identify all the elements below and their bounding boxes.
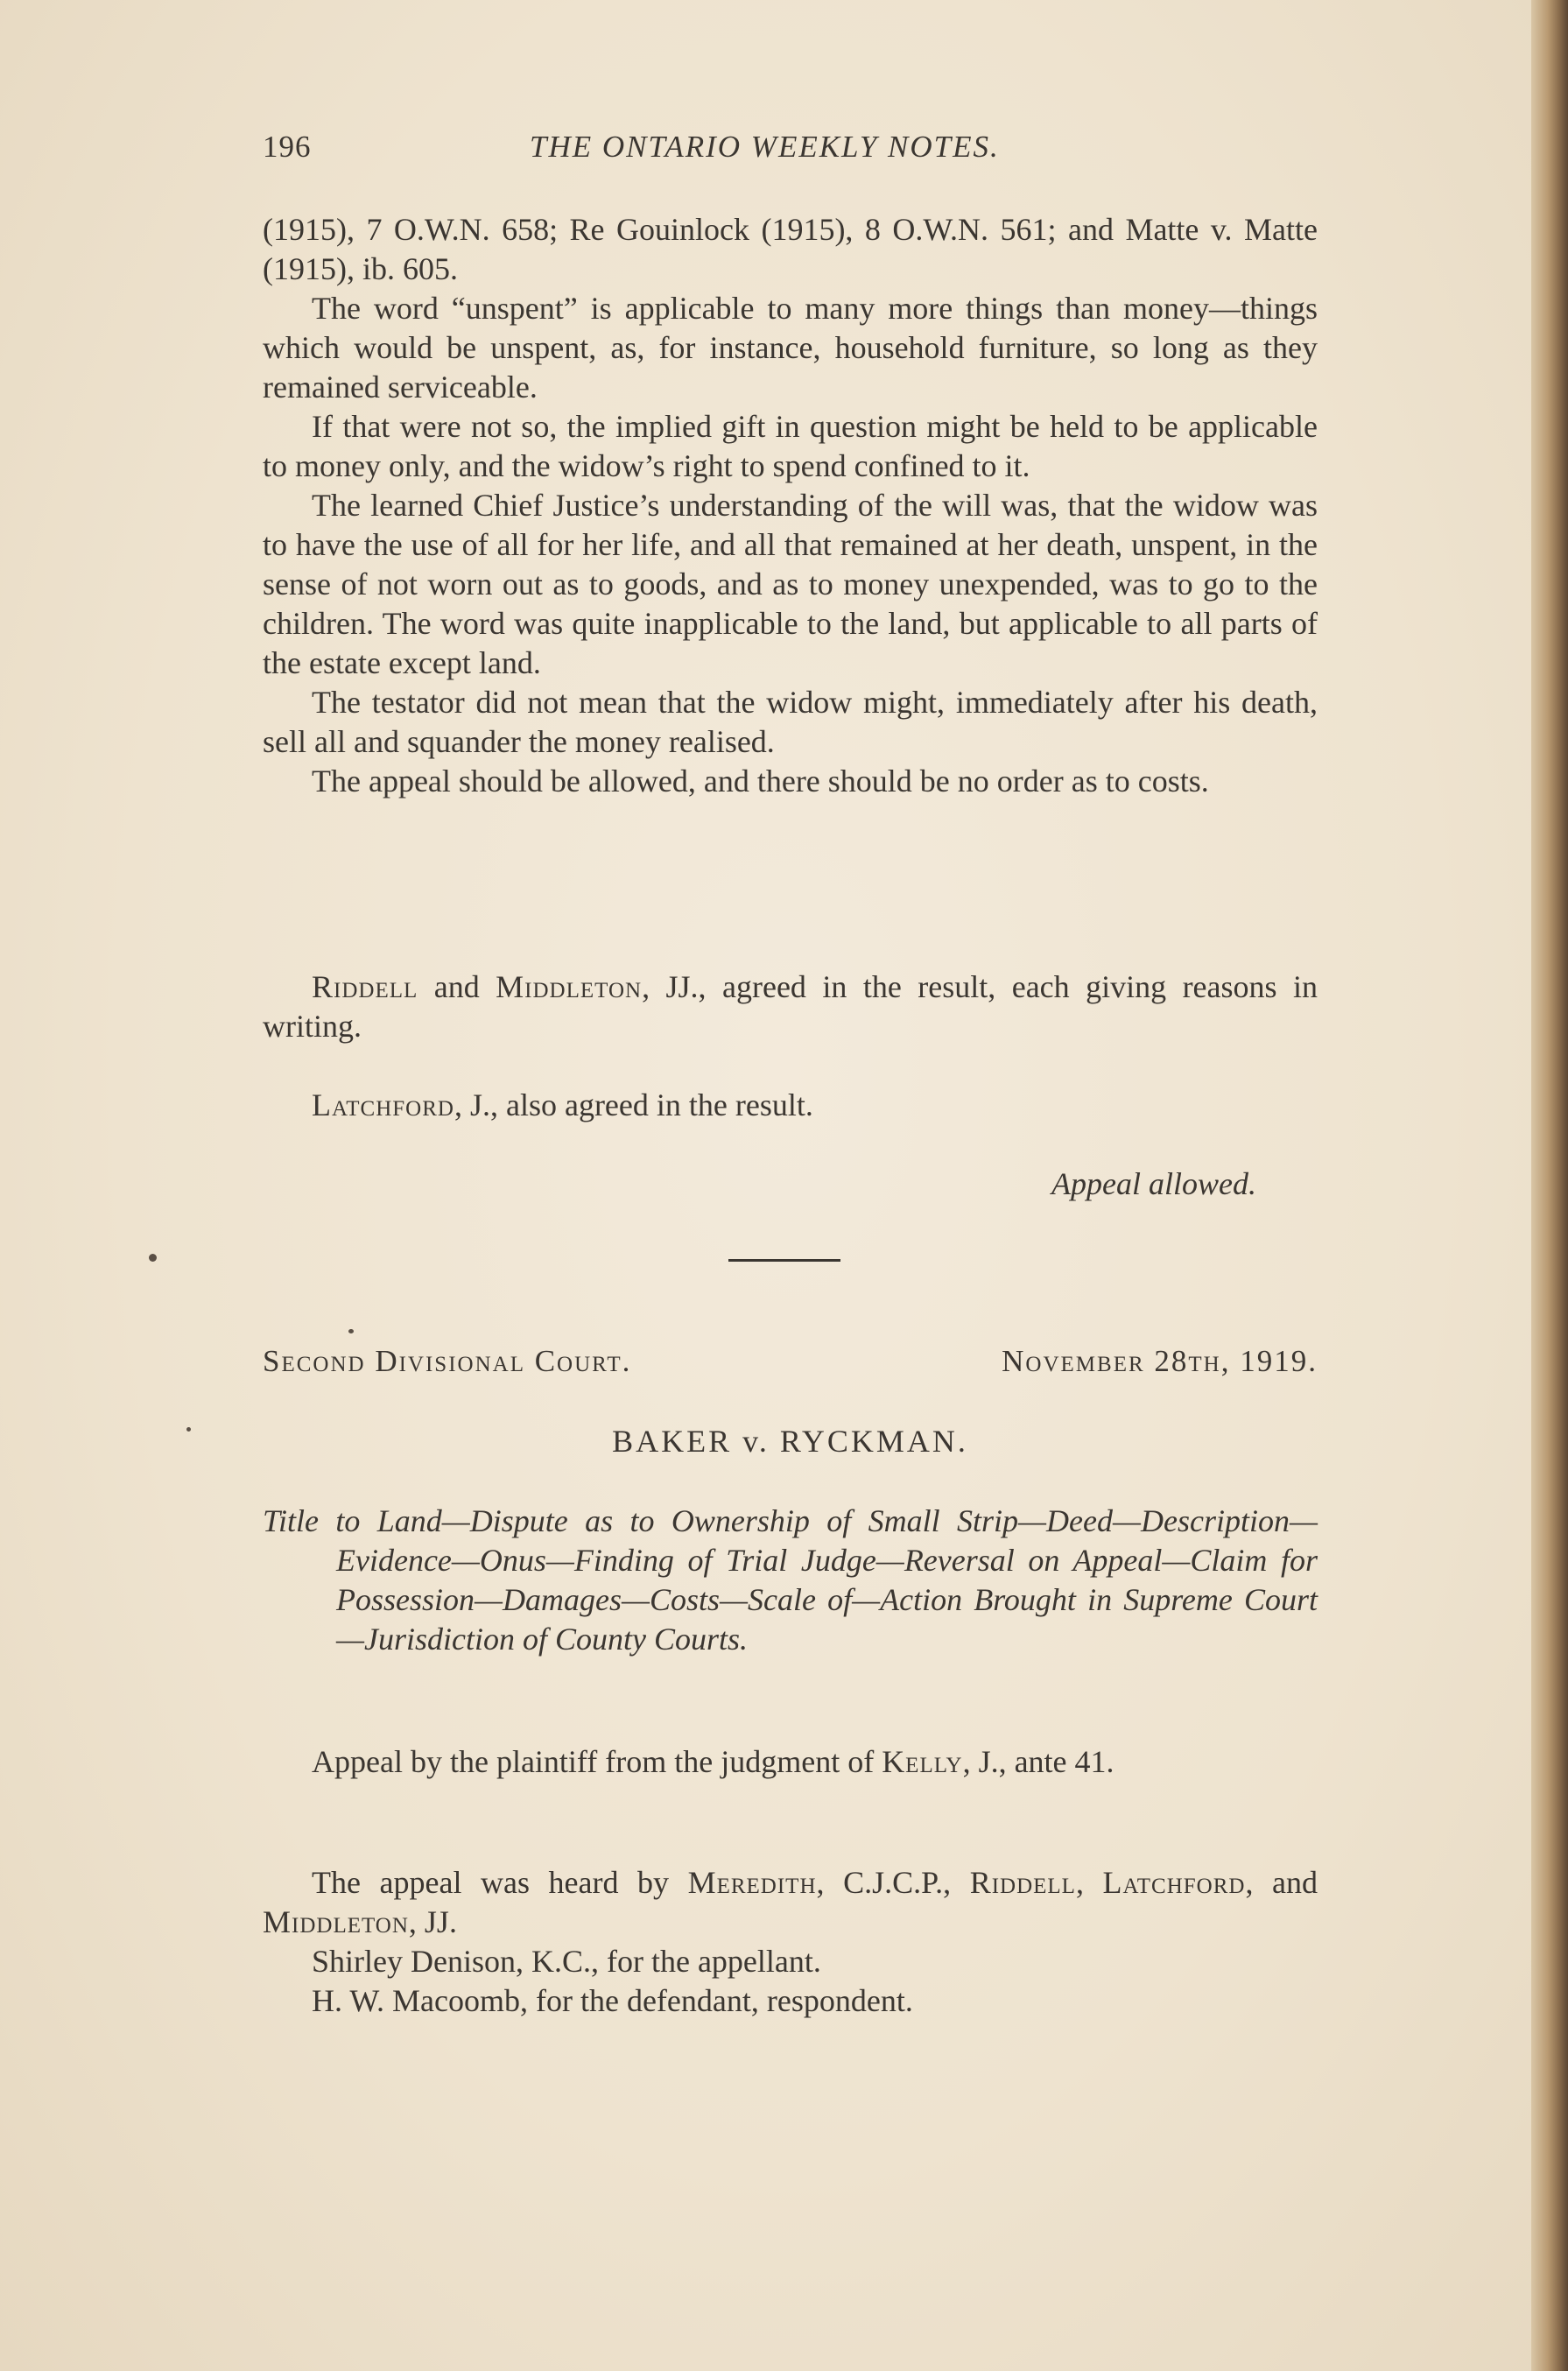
paragraph bbox=[263, 1742, 1318, 1782]
page-header bbox=[263, 130, 1322, 173]
text-fragment: , and bbox=[1245, 1865, 1318, 1900]
paragraph: The learned Chief Justice’s understanding of the will was, that the widow was to have the use of all for her life, and all that remained at her death, unspent, in the sense of not worn out as to goods, and as to money unexpended, was to go to the children. The word was quite inapplicable to the land, but applicable to all parts of the estate except land. bbox=[263, 488, 1318, 680]
text-fragment: , J., also agreed in the result. bbox=[454, 1087, 813, 1122]
text-fragment: , JJ. bbox=[408, 1904, 457, 1939]
paragraph: The appeal should be allowed, and there should be no order as to costs. bbox=[312, 763, 1209, 799]
judge-name: Meredith bbox=[687, 1865, 817, 1900]
paragraph: If that were not so, the implied gift in question might be held to be applicable to money only, and the widow’s right to spend confined to it. bbox=[263, 409, 1318, 483]
ink-speck bbox=[149, 1254, 157, 1262]
judge-name: Middleton bbox=[496, 969, 643, 1004]
judge-name: Riddell bbox=[312, 969, 418, 1004]
headnote-text: Title to Land—Dispute as to Ownership of Small Strip—Deed—Description—Evidence—Onus—Finding of Trial Judge—Reversal on Appeal—Claim for Possession—Damages—Costs—Scale of—Action Brought in Supreme Court—Jurisdiction of County Courts. bbox=[263, 1503, 1318, 1657]
ink-speck bbox=[348, 1329, 354, 1333]
page-number: 196 bbox=[263, 130, 312, 164]
paragraph: (1915), 7 O.W.N. 658; Re Gouinlock (1915), 8 O.W.N. 561; and Matte v. Matte (1915), ib. 605. bbox=[263, 212, 1318, 286]
paragraph bbox=[263, 967, 1318, 1046]
appeal-statement bbox=[263, 1742, 1318, 1782]
counsel-respondent: H. W. Macoomb, for the defendant, respondent. bbox=[312, 1983, 913, 2018]
section-divider bbox=[728, 1259, 840, 1262]
paragraph bbox=[263, 1863, 1318, 1942]
judge-name: Kelly bbox=[882, 1744, 963, 1779]
ink-speck bbox=[186, 1427, 191, 1432]
concurrence-riddell-middleton bbox=[263, 967, 1318, 1046]
court-name: Second Divisional Court. bbox=[263, 1344, 632, 1378]
text-fragment: , J., ante 41. bbox=[962, 1744, 1114, 1779]
disposition-block bbox=[263, 1164, 1318, 1204]
paragraph: The word “unspent” is applicable to many more things than money—things which would be unspent, as, for instance, household furniture, so long as they remained serviceable. bbox=[263, 291, 1318, 405]
paragraph: The testator did not mean that the widow might, immediately after his death, sell all and squander the money realised. bbox=[263, 685, 1318, 759]
body-text bbox=[263, 210, 1318, 801]
hearing-and-counsel bbox=[263, 1863, 1318, 2021]
judge-name: Latchford bbox=[312, 1087, 454, 1122]
paragraph bbox=[263, 1086, 1318, 1125]
case-title: BAKER v. RYCKMAN. bbox=[612, 1424, 968, 1459]
text-fragment: Appeal by the plaintiff from the judgment of bbox=[312, 1744, 882, 1779]
judge-name: Latchford bbox=[1102, 1865, 1246, 1900]
counsel-appellant: Shirley Denison, K.C., for the appellant. bbox=[312, 1944, 821, 1979]
concurrence-latchford bbox=[263, 1086, 1318, 1125]
decision-date: November 28th, 1919. bbox=[1002, 1344, 1318, 1378]
judge-name: Middleton bbox=[263, 1904, 409, 1939]
text-fragment: , C.J.C.P., bbox=[816, 1865, 970, 1900]
text-fragment: and bbox=[418, 969, 496, 1004]
headnote bbox=[263, 1502, 1318, 1659]
running-title: THE ONTARIO WEEKLY NOTES. bbox=[530, 130, 1000, 164]
text-fragment: , bbox=[1075, 1865, 1103, 1900]
court-date-line bbox=[263, 1344, 1318, 1383]
page-edge-shadow bbox=[1531, 0, 1568, 2371]
disposition: Appeal allowed. bbox=[1051, 1166, 1256, 1201]
text-fragment: The appeal was heard by bbox=[312, 1865, 688, 1900]
text-fragment: , JJ., agreed in the result, each giving reasons in writing. bbox=[263, 969, 1318, 1044]
judge-name: Riddell bbox=[969, 1865, 1076, 1900]
